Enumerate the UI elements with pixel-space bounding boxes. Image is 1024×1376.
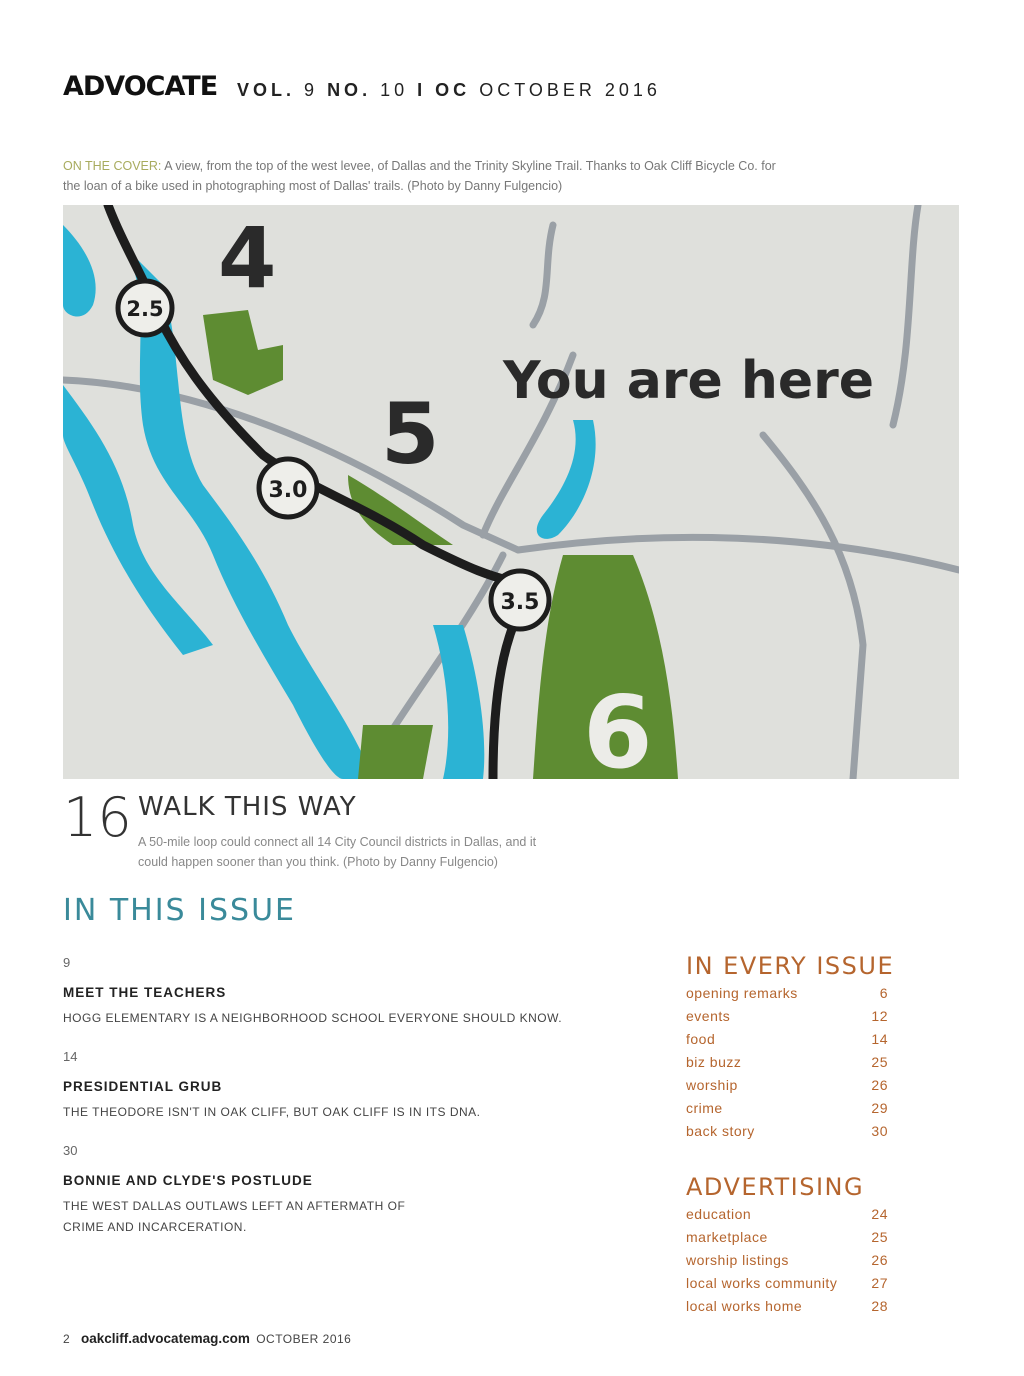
svg-text:2.5: 2.5 (126, 297, 164, 321)
toc-item-local-works-home[interactable] (686, 1295, 888, 1318)
toc-item-page: 29 (871, 1100, 888, 1116)
oc-label: OC (435, 80, 471, 100)
story-page: 14 (63, 1049, 78, 1064)
toc-item-worship[interactable] (686, 1074, 888, 1097)
toc-item-label: events (686, 1008, 731, 1024)
toc-item-worship-listings[interactable] (686, 1249, 888, 1272)
mile-marker-3-0 (259, 459, 317, 517)
story-description: THE THEODORE ISN'T IN OAK CLIFF, BUT OAK CLIFF IS IN ITS DNA. (63, 1105, 481, 1119)
district-5-label: 5 (381, 385, 440, 483)
trail-map-illustration (63, 205, 959, 779)
toc-item-label: food (686, 1031, 716, 1047)
toc-item-label: biz buzz (686, 1054, 742, 1070)
story-title: MEET THE TEACHERS (63, 985, 227, 1000)
toc-item-label: marketplace (686, 1229, 768, 1245)
toc-item-label: worship (686, 1077, 738, 1093)
story-description: HOGG ELEMENTARY IS A NEIGHBORHOOD SCHOOL EVERYONE SHOULD KNOW. (63, 1011, 563, 1025)
story-title: PRESIDENTIAL GRUB (63, 1079, 223, 1094)
toc-item-page: 12 (871, 1008, 888, 1024)
toc-item-biz-buzz[interactable] (686, 1051, 888, 1074)
toc-item-label: opening remarks (686, 985, 798, 1001)
toc-item-education[interactable] (686, 1203, 888, 1226)
toc-item-opening-remarks[interactable] (686, 982, 888, 1005)
story-item[interactable] (63, 1048, 623, 1123)
vol-label: VOL. (237, 80, 296, 100)
district-4-label: 4 (218, 209, 277, 307)
issue-number: 10 (380, 80, 409, 100)
toc-item-back-story[interactable] (686, 1120, 888, 1143)
in-every-issue-list (686, 982, 888, 1143)
toc-item-page: 14 (871, 1031, 888, 1047)
you-are-here-label: You are here (503, 351, 875, 411)
toc-item-page: 27 (871, 1275, 888, 1291)
page-footer (63, 1330, 351, 1348)
story-title: BONNIE AND CLYDE'S POSTLUDE (63, 1173, 313, 1188)
feature-page-number: 16 (63, 786, 132, 849)
toc-item-marketplace[interactable] (686, 1226, 888, 1249)
advertising-list (686, 1203, 888, 1318)
story-item[interactable] (63, 1142, 623, 1238)
story-item[interactable] (63, 954, 623, 1029)
issue-line (237, 78, 661, 102)
story-page: 30 (63, 1143, 78, 1158)
footer-page-number: 2 (63, 1332, 70, 1346)
advocate-logo: ADVOCATE (63, 71, 218, 102)
vol-number: 9 (304, 80, 319, 100)
district-6-label: 6 (583, 674, 653, 779)
toc-item-page: 25 (871, 1229, 888, 1245)
mile-marker-2-5 (118, 281, 172, 335)
cover-caption-text: A view, from the top of the west levee, of Dallas and the Trinity Skyline Trail. Thanks to Oak Cliff Bicycle Co. for the loan of a bike used in photographing most of Dallas' trails. (Photo by Danny Fulgencio) (63, 159, 776, 193)
footer-date: OCTOBER 2016 (256, 1332, 352, 1346)
mile-marker-3-5 (491, 571, 549, 629)
footer-url-link[interactable]: oakcliff.advocatemag.com (81, 1331, 250, 1346)
toc-item-label: crime (686, 1100, 723, 1116)
toc-item-page: 30 (871, 1123, 888, 1139)
toc-item-page: 26 (871, 1252, 888, 1268)
issue-date: OCTOBER 2016 (479, 80, 661, 100)
toc-item-food[interactable] (686, 1028, 888, 1051)
toc-item-label: worship listings (686, 1252, 789, 1268)
toc-item-label: education (686, 1206, 752, 1222)
cover-caption (63, 156, 793, 196)
feature-description: A 50-mile loop could connect all 14 City Council districts in Dallas, and it could happen sooner than you think. (Photo by Danny Fulgencio) (138, 835, 537, 869)
advertising-heading: ADVERTISING (686, 1173, 865, 1201)
toc-item-page: 26 (871, 1077, 888, 1093)
story-description-line: THE WEST DALLAS OUTLAWS LEFT AN AFTERMATH OF (63, 1199, 406, 1213)
cover-caption-lead: ON THE COVER: (63, 159, 162, 173)
no-label: NO. (327, 80, 372, 100)
toc-item-label: back story (686, 1123, 755, 1139)
story-description-line: CRIME AND INCARCERATION. (63, 1220, 247, 1234)
toc-item-page: 6 (879, 985, 888, 1001)
issue-separator: I (417, 80, 427, 100)
toc-item-page: 24 (871, 1206, 888, 1222)
svg-text:3.0: 3.0 (268, 478, 308, 503)
toc-item-events[interactable] (686, 1005, 888, 1028)
toc-item-page: 28 (871, 1298, 888, 1314)
in-this-issue-heading: IN THIS ISSUE (63, 893, 296, 928)
in-every-issue-heading: IN EVERY ISSUE (686, 952, 895, 980)
toc-item-label: local works home (686, 1298, 803, 1314)
toc-item-local-works-community[interactable] (686, 1272, 888, 1295)
toc-item-crime[interactable] (686, 1097, 888, 1120)
toc-item-page: 25 (871, 1054, 888, 1070)
cover-image (63, 205, 959, 779)
story-description (63, 1196, 623, 1238)
story-page: 9 (63, 955, 71, 970)
svg-text:3.5: 3.5 (500, 590, 540, 615)
toc-item-label: local works community (686, 1275, 838, 1291)
feature-title[interactable]: WALK THIS WAY (138, 792, 357, 822)
